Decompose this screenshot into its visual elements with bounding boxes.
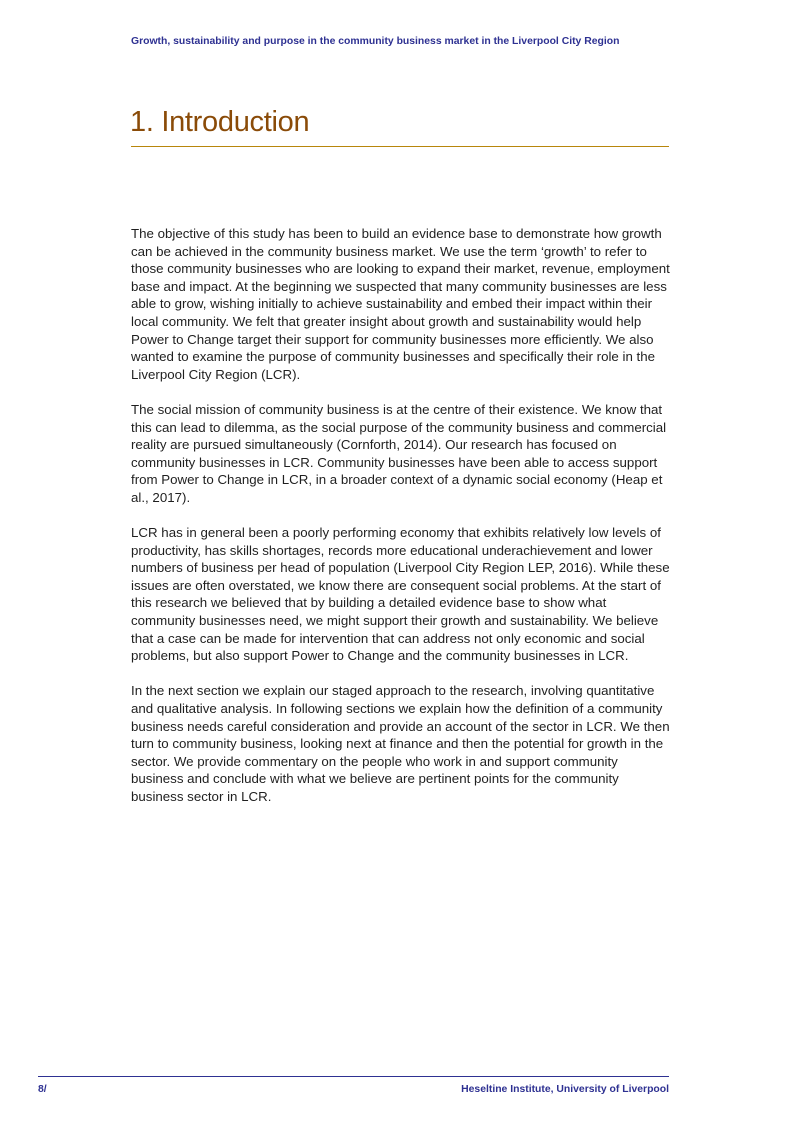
footer-divider <box>38 1076 669 1077</box>
paragraph-lcr-economy: LCR has in general been a poorly performing economy that exhibits relatively low levels of productivity, has skills shortages, records more educational underachievement and lower numbers of business per head of population (Liverpool City Region LEP, 2016). While these issues are often overstated, we know there are consequent social problems. At the start of this research we believed that by building a detailed evidence base to show what community businesses need, we might support their growth and sustainability. We believe that a case can be made for intervention that can address not only economic and social problems, but also support Power to Change and the community businesses in LCR. <box>131 525 670 664</box>
section-title: 1. Introduction <box>130 106 310 138</box>
running-header: Growth, sustainability and purpose in the community business market in the Liverpool City Region <box>131 36 620 47</box>
body-text <box>131 225 671 823</box>
paragraph-objective: The objective of this study has been to build an evidence base to demonstrate how growth can be achieved in the community business market. We use the term ‘growth’ to refer to those community businesses who are looking to expand their market, revenue, employment base and impact. At the beginning we suspected that many community businesses are less able to grow, wishing initially to achieve sustainability and embed their impact within their local community. We felt that greater insight about growth and sustainability would help Power to Change target their support for community businesses more efficiently. We also wanted to examine the purpose of community businesses and specifically their role in the Liverpool City Region (LCR). <box>131 226 670 382</box>
paragraph-next-section: In the next section we explain our staged approach to the research, involving quantitative and qualitative analysis. In following sections we explain how the definition of a community business needs careful consideration and provide an account of the sector in LCR. We then turn to community business, looking next at finance and then the potential for growth in the sector. We provide commentary on the people who work in and support community business and conclude with what we believe are pertinent points for the community business sector in LCR. <box>131 683 670 804</box>
paragraph-social-mission: The social mission of community business is at the centre of their existence. We know that this can lead to dilemma, as the social purpose of the community business and commercial reality are pursued simultaneously (Cornforth, 2014). Our research has focused on community businesses in LCR. Community businesses have been able to access support from Power to Change in LCR, in a broader context of a dynamic social economy (Heap et al., 2017). <box>131 401 667 505</box>
page-number: 8/ <box>38 1084 47 1095</box>
title-divider <box>131 146 669 147</box>
footer-institution: Heseltine Institute, University of Liverpool <box>461 1084 669 1095</box>
